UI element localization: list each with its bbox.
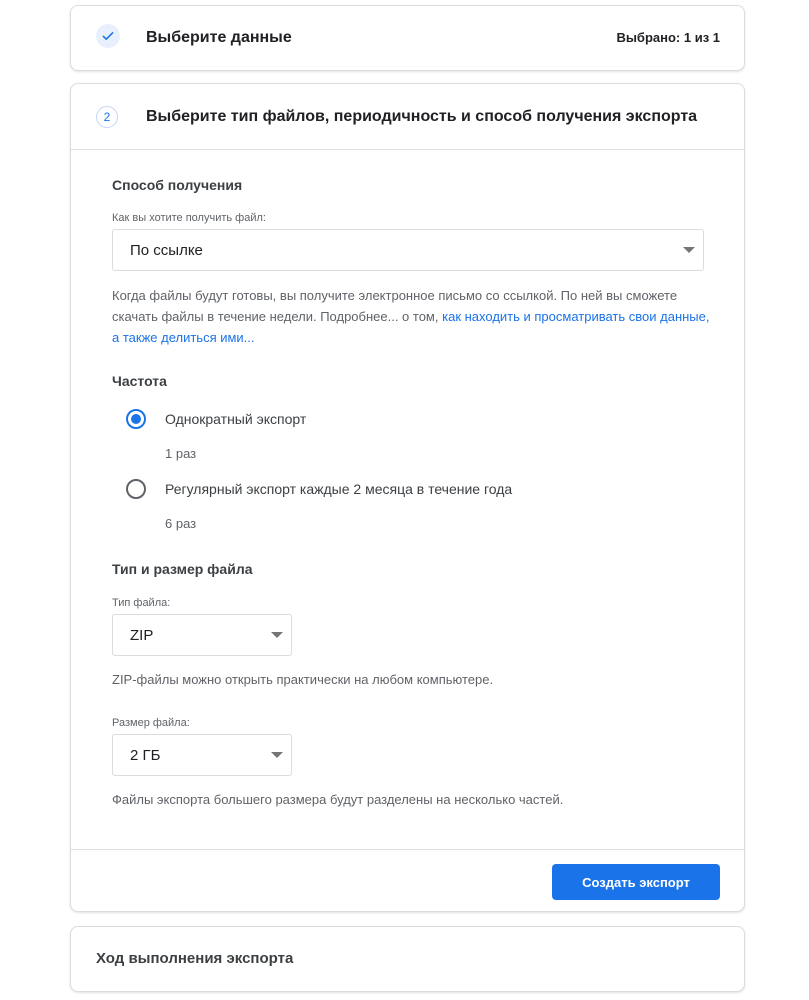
step-title: Выберите данные [146,29,292,46]
file-type-select[interactable] [112,614,292,656]
file-type-label: Тип файла: [112,597,171,609]
frequency-heading: Частота [112,373,167,389]
file-size-label: Размер файла: [112,717,190,729]
delivery-help-text: Когда файлы будут готовы, вы получите электронное письмо со ссылкой. По ней вы сможете скачать файлы в течение недели. Подробнее... о том, [112,288,678,324]
step-body [71,149,744,849]
dropdown-arrow-icon [271,752,283,758]
file-type-value: ZIP [130,626,154,644]
delivery-help [112,285,712,348]
step-export-options-card [70,83,745,912]
dropdown-arrow-icon [271,632,283,638]
file-size-select[interactable] [112,734,292,776]
step-header [71,84,744,150]
delivery-help-link[interactable]: как находить и просматривать свои данные, а также делиться ими... [112,309,710,345]
file-heading: Тип и размер файла [112,561,253,577]
create-export-button[interactable]: Создать экспорт [552,864,720,900]
file-size-help: Файлы экспорта большего размера будут разделены на несколько частей. [112,792,564,807]
export-progress-title: Ход выполнения экспорта [96,950,294,967]
step-number-badge: 2 [96,106,118,128]
file-size-value: 2 ГБ [130,746,161,764]
step-title: Выберите тип файлов, периодичность и способ получения экспорта [146,108,698,125]
selected-count: Выбрано: 1 из 1 [616,30,720,45]
radio-regular-label[interactable]: Регулярный экспорт каждые 2 месяца в течение года [165,481,513,497]
radio-once-sub: 1 раз [165,446,197,461]
delivery-method-value: По ссылке [130,241,203,259]
delivery-heading: Способ получения [112,177,243,193]
file-type-help: ZIP-файлы можно открыть практически на любом компьютере. [112,672,494,687]
radio-regular[interactable] [126,479,146,499]
check-icon [96,24,120,48]
delivery-label: Как вы хотите получить файл: [112,212,266,224]
radio-once[interactable] [126,409,146,429]
radio-regular-sub: 6 раз [165,516,197,531]
step-select-data-card[interactable] [70,5,745,71]
export-progress-card[interactable] [70,926,745,992]
step-footer [71,849,744,913]
delivery-method-select[interactable] [112,229,704,271]
radio-once-label[interactable]: Однократный экспорт [165,411,307,427]
dropdown-arrow-icon [683,247,695,253]
